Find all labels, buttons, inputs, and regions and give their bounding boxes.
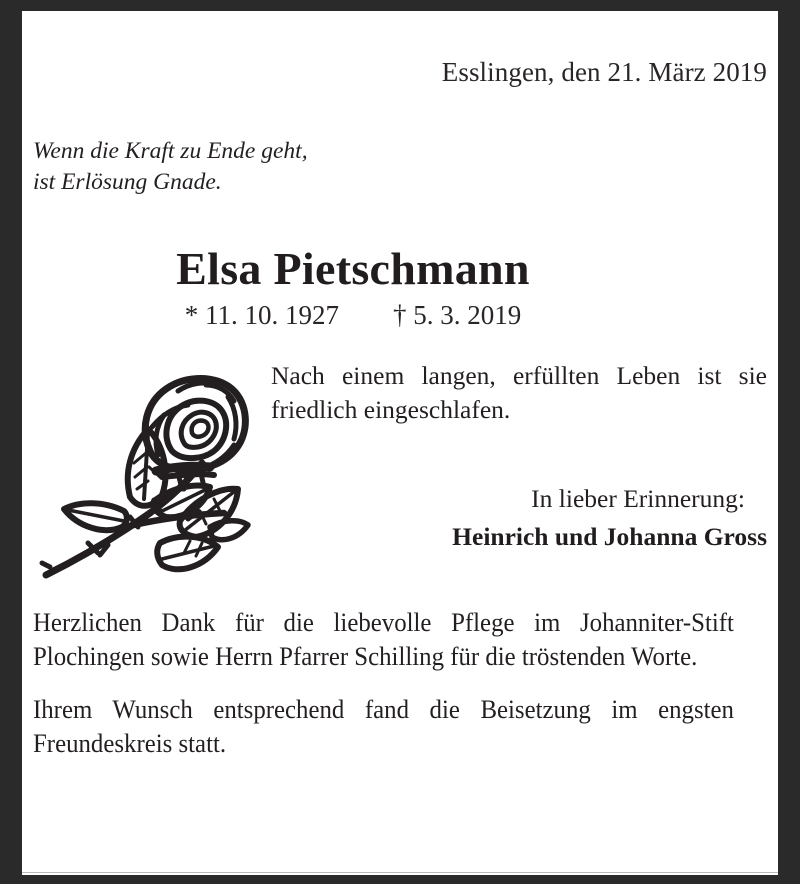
illustration-and-text-row (33, 359, 767, 564)
signatories: Heinrich und Johanna Gross (452, 522, 767, 552)
deceased-block (33, 243, 673, 331)
burial-paragraph: Ihrem Wunsch entsprechend fand die Beisetzung im engsten Freundeskreis statt. (33, 695, 734, 759)
passing-text: Nach einem langen, erfüllten Leben ist sie friedlich eingeschlafen. (271, 360, 767, 425)
life-dates: * 11. 10. 1927 † 5. 3. 2019 (184, 300, 522, 331)
memory-label: In lieber Erinnerung: (531, 484, 745, 514)
closing-paragraphs (33, 606, 767, 761)
notice-content (33, 11, 767, 761)
epigraph (33, 136, 767, 199)
rose-icon (38, 367, 256, 585)
right-text-column (271, 359, 767, 553)
memory-block (271, 483, 767, 553)
thanks-paragraph: Herzlichen Dank für die liebevolle Pflege im Johanniter-Stift Plochingen sowie Herrn Pfarrer Schilling für die tröstenden Worte. (33, 607, 734, 671)
deceased-name: Elsa Pietschmann (176, 243, 530, 295)
notice-sheet (22, 11, 778, 875)
epigraph-line-1: Wenn die Kraft zu Ende geht, (33, 137, 308, 164)
epigraph-line-2: ist Erlösung Gnade. (33, 168, 222, 195)
place-and-date: Esslingen, den 21. März 2019 (441, 57, 767, 87)
